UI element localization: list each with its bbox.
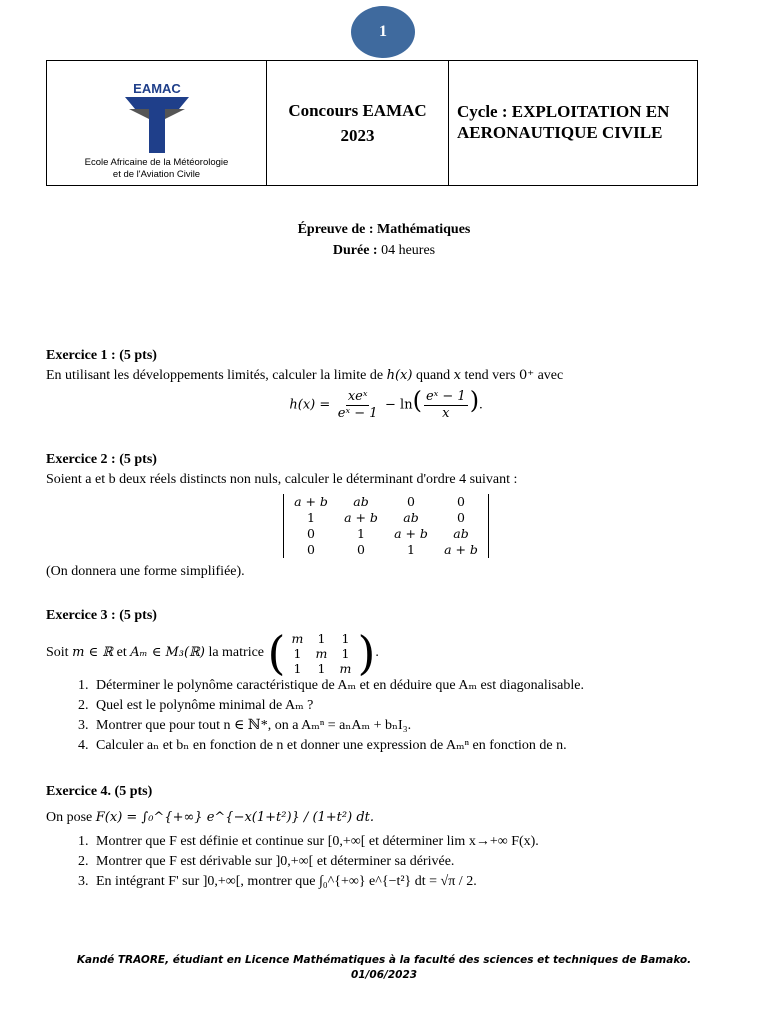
exercise-4 xyxy=(46,782,726,892)
exercise-3-questions xyxy=(46,676,726,756)
exercise-4-title: Exercice 4. (5 pts) xyxy=(46,784,153,799)
footer-date: 01/06/2023 xyxy=(350,969,418,981)
concours-title: Concours EAMAC xyxy=(288,101,427,120)
exercise-1-title: Exercice 1 : (5 pts) xyxy=(46,348,157,363)
matrix-cell: a + b xyxy=(394,526,428,541)
epreuve-label: Épreuve de : Mathématiques xyxy=(297,222,471,237)
matrix-cell: 0 xyxy=(407,494,415,509)
eamac-logo-icon xyxy=(119,75,195,155)
matrix-cell: 1 xyxy=(293,660,302,676)
page-number-badge: 1 xyxy=(351,6,415,58)
subject-block xyxy=(0,219,768,261)
matrix-cell: a + b xyxy=(344,510,378,525)
matrix-cell: 1 xyxy=(357,526,365,541)
matrix-cell: 1 xyxy=(307,510,315,525)
matrix-cell: 1 xyxy=(341,630,350,646)
matrix-cell: 1 xyxy=(341,645,350,661)
matrix-cell: 1 xyxy=(317,660,326,676)
school-name xyxy=(47,157,266,181)
exercise-4-intro: On pose F(x) = ∫₀^{+∞} e^{−x(1+t²)} / (1+t²) dt. xyxy=(46,810,374,825)
matrix-cell: 1 xyxy=(407,542,415,557)
matrix-cell: 0 xyxy=(457,510,465,525)
list-item: 2. Quel est le polynôme minimal de Aₘ ? xyxy=(92,696,726,716)
matrix-cell: ab xyxy=(453,526,469,541)
matrix-cell: m xyxy=(339,660,352,676)
matrix-cell: 0 xyxy=(457,494,465,509)
matrix-cell: ab xyxy=(353,494,369,509)
list-item: 4. Calculer aₙ et bₙ en fonction de n et donner une expression de Aₘⁿ en fonction de n. xyxy=(92,736,726,756)
logo-cell xyxy=(47,61,267,185)
duree-line: Durée : 04 heures xyxy=(332,243,436,258)
concours-year: 2023 xyxy=(340,126,375,145)
footer xyxy=(0,953,768,983)
exercise-2-statement: Soient a et b deux réels distincts non nuls, calculer le déterminant d'ordre 4 suivant : xyxy=(46,472,518,487)
matrix-cell: a + b xyxy=(444,542,478,557)
list-item: 2. Montrer que F est dérivable sur ]0,+∞[ et déterminer sa dérivée. xyxy=(92,852,726,872)
exercise-2 xyxy=(46,450,726,490)
determinant-matrix xyxy=(283,494,489,558)
matrix-cell: 1 xyxy=(317,630,326,646)
cycle-cell xyxy=(449,61,697,185)
school-line-2: et de l'Aviation Civile xyxy=(112,169,201,180)
matrix-cell: m xyxy=(315,645,328,661)
list-item: 3. Montrer que pour tout n ∈ ℕ*, on a Aₘⁿ = aₙAₘ + bₙI₃. xyxy=(92,716,726,736)
matrix-cell: m xyxy=(291,630,304,646)
matrix-cell: 1 xyxy=(293,645,302,661)
list-item: 3. En intégrant F' sur ]0,+∞[, montrer que ∫₀^{+∞} e^{−t²} dt = √π / 2. xyxy=(92,872,726,892)
exercise-1-statement: En utilisant les développements limités, calculer la limite de h(x) quand x tend vers 0⁺ avec xyxy=(46,368,564,383)
matrix-cell: ab xyxy=(403,510,419,525)
svg-text:EAMAC: EAMAC xyxy=(133,81,181,96)
exercise-2-note: (On donnera une forme simplifiée). xyxy=(46,564,245,579)
matrix-am: ( m 1 1 1 m 1 1 1 m ) xyxy=(267,626,376,680)
matrix-cell: 0 xyxy=(307,542,315,557)
exercise-3-intro: Soit m ∈ ℝ et Aₘ ∈ M₃(ℝ) la matrice ( m 1 1 1 m 1 1 1 m ) . xyxy=(46,626,379,680)
list-item: 1. Déterminer le polynôme caractéristique de Aₘ et en déduire que Aₘ est diagonalisable. xyxy=(92,676,726,696)
exercise-3-title: Exercice 3 : (5 pts) xyxy=(46,608,157,623)
exercise-3 xyxy=(46,606,726,756)
matrix-cell: 0 xyxy=(307,526,315,541)
exercise-4-questions xyxy=(46,832,726,892)
matrix-cell: a + b xyxy=(294,494,328,509)
header-table xyxy=(46,60,698,186)
school-line-1: Ecole Africaine de la Météorologie xyxy=(84,157,229,168)
exercise-2-title: Exercice 2 : (5 pts) xyxy=(46,452,157,467)
exercise-1-formula: h(x) = $\frac{\text{xeˣ}}{\text{eˣ − 1}}$ − ln( $\frac{\text{eˣ − 1}}{x}$ ). xyxy=(289,386,483,421)
matrix-cell: 0 xyxy=(357,542,365,557)
concours-cell xyxy=(267,61,449,185)
list-item: 1. Montrer que F est définie et continue sur [0,+∞[ et déterminer lim x→+∞ F(x). xyxy=(92,832,726,852)
exercise-1 xyxy=(46,346,726,422)
cycle-title: Cycle : EXPLOITATION EN AERONAUTIQUE CIVILE xyxy=(457,102,670,142)
footer-author: Kandé TRAORE, étudiant en Licence Mathématiques à la faculté des sciences et techniques de Bamako. xyxy=(76,954,692,966)
